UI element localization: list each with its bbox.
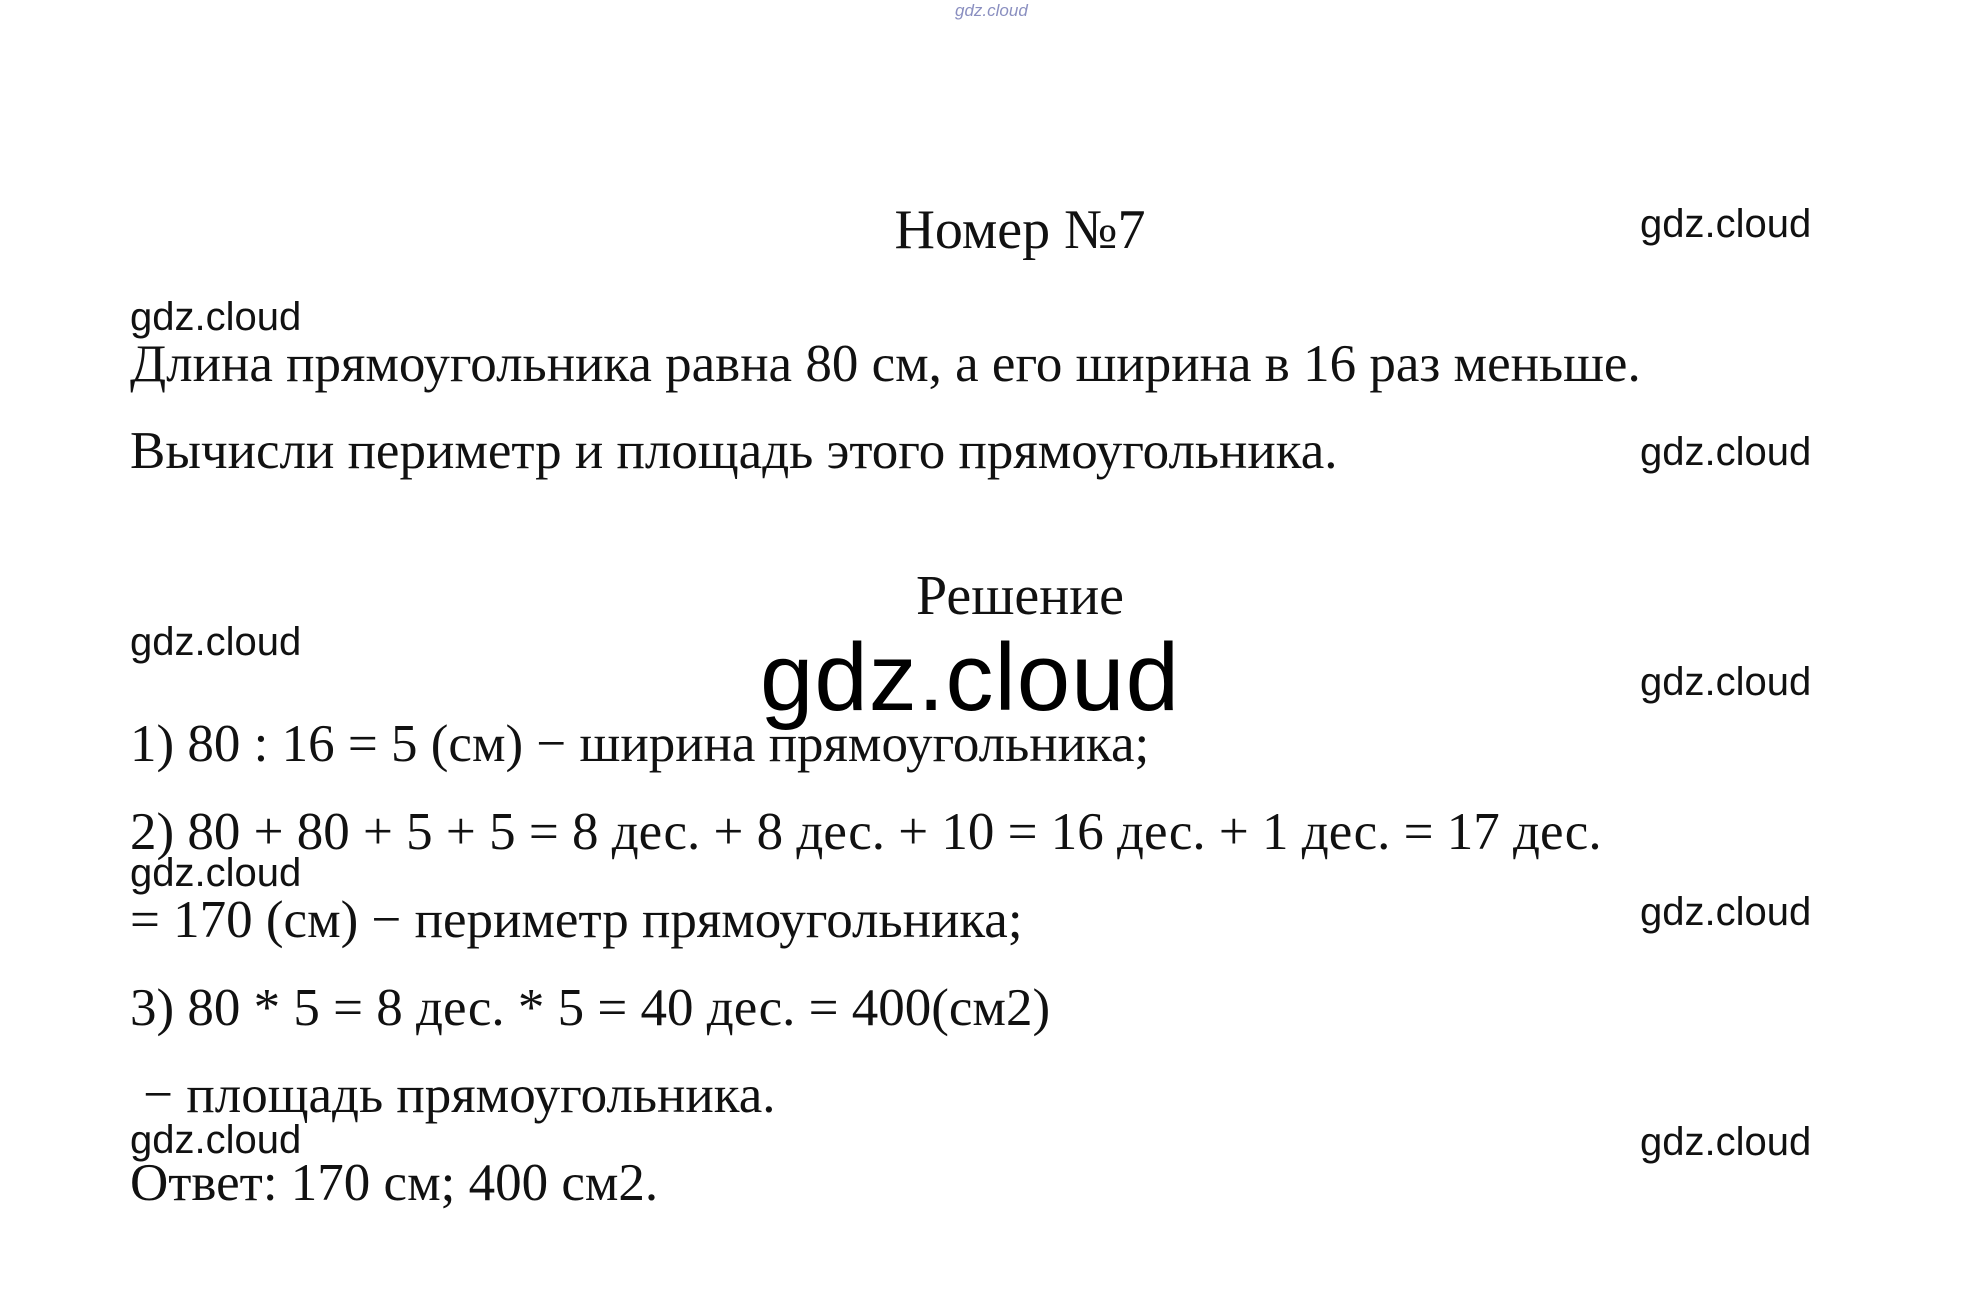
watermark-side: gdz.cloud bbox=[130, 620, 302, 664]
solution-line-3: = 170 (см) − периметр прямоугольника; bbox=[130, 891, 1023, 949]
solution-line-5: − площадь прямоугольника. bbox=[130, 1066, 776, 1124]
watermark-side: gdz.cloud bbox=[1640, 660, 1812, 704]
page-title: Номер №7 bbox=[894, 199, 1146, 261]
solution-line-4: 3) 80 * 5 = 8 дес. * 5 = 40 дес. = 400(см2) bbox=[130, 979, 1051, 1037]
answer-line: Ответ: 170 см; 400 см2. bbox=[130, 1154, 659, 1212]
watermark-side: gdz.cloud bbox=[130, 851, 302, 895]
problem-line-2: Вычисли периметр и площадь этого прямоугольника. bbox=[130, 422, 1338, 480]
solution-line-1: 1) 80 : 16 = 5 (см) − ширина прямоугольника; bbox=[130, 715, 1150, 773]
watermark-center: gdz.cloud bbox=[760, 624, 1180, 731]
problem-line-1: Длина прямоугольника равна 80 см, а его ширина в 16 раз меньше. bbox=[130, 335, 1641, 393]
watermark-side: gdz.cloud bbox=[1640, 202, 1812, 246]
watermark-side: gdz.cloud bbox=[1640, 430, 1812, 474]
solution-heading: Решение bbox=[915, 565, 1125, 627]
watermark-side: gdz.cloud bbox=[130, 1118, 302, 1162]
watermark-side: gdz.cloud bbox=[1640, 890, 1812, 934]
solution-line-2: 2) 80 + 80 + 5 + 5 = 8 дес. + 8 дес. + 10 = 16 дес. + 1 дес. = 17 дес. bbox=[130, 803, 1602, 861]
watermark-side: gdz.cloud bbox=[1640, 1120, 1812, 1164]
watermark-side: gdz.cloud bbox=[130, 295, 302, 339]
watermark-top: gdz.cloud bbox=[955, 1, 1028, 20]
